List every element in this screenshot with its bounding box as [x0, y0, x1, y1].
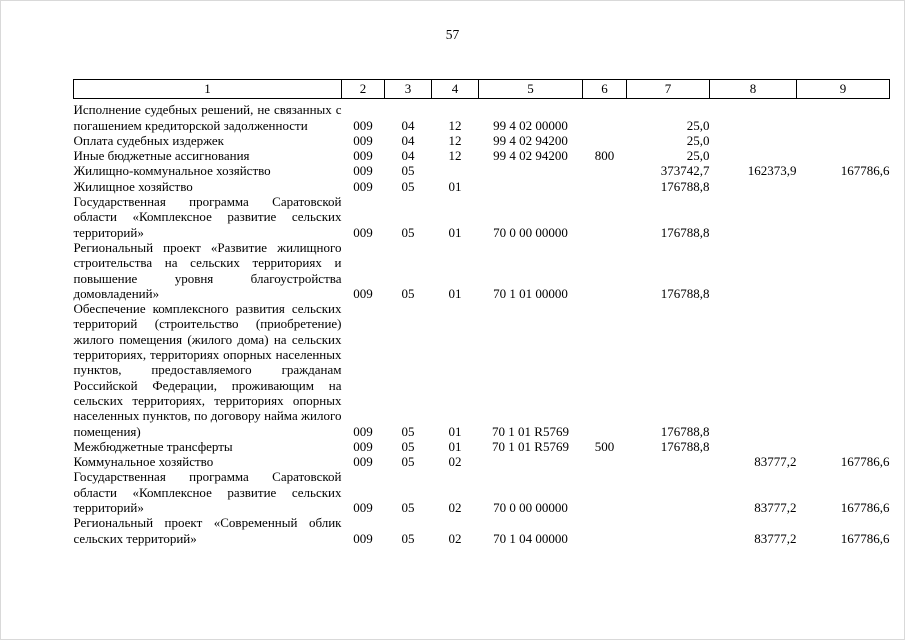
cell-value: 009: [353, 285, 373, 301]
table-row: [74, 515, 890, 546]
cell-value: 12: [448, 117, 462, 133]
table-row: [74, 99, 890, 133]
cell-value: 05: [401, 438, 415, 454]
cell-expenditure-name: Жилищно-коммунальное хозяйство: [73, 163, 271, 179]
header-cell: 9: [797, 80, 890, 99]
cell-value: 04: [401, 117, 415, 133]
cell-value: 83777,2: [754, 530, 797, 546]
cell-value: 009: [353, 132, 373, 148]
cell-value: [583, 133, 627, 148]
cell-expenditure-name: Государственная программа Саратовской области «Комплексное развитие сельских территорий»: [73, 194, 342, 240]
cell-value: 167786,6: [840, 500, 890, 516]
budget-table: [73, 79, 890, 546]
cell-value: [432, 163, 479, 178]
cell-value: [583, 194, 627, 240]
cell-value: 70 0 00 00000: [493, 224, 568, 240]
table-body: [74, 99, 890, 546]
table-row: [74, 133, 890, 148]
table-row: [74, 439, 890, 454]
cell-value: [479, 163, 583, 178]
cell-expenditure-name: Жилищное хозяйство: [73, 178, 193, 194]
cell-value: 500: [594, 438, 615, 454]
cell-expenditure-name: Государственная программа Саратовской области «Комплексное развитие сельских территорий»: [73, 469, 342, 516]
cell-value: 009: [353, 423, 373, 439]
cell-value: [797, 148, 890, 163]
cell-value: 167786,6: [840, 163, 890, 179]
header-cell: 8: [710, 80, 797, 99]
cell-expenditure-name: Региональный проект «Современный облик сельских территорий»: [73, 515, 342, 546]
cell-value: [797, 179, 890, 194]
cell-expenditure-name: Иные бюджетные ассигнования: [73, 148, 250, 164]
cell-value: [710, 179, 797, 194]
header-cell: 4: [432, 80, 479, 99]
cell-expenditure-name: Коммунальное хозяйство: [73, 454, 214, 470]
cell-expenditure-name: Региональный проект «Развитие жилищного строительства на сельских территориях и повышение уровня благоустройства домовладений»: [73, 239, 342, 301]
cell-value: [479, 179, 583, 194]
cell-value: 05: [401, 500, 415, 516]
cell-value: 05: [401, 454, 415, 470]
cell-value: 99 4 02 00000: [493, 117, 568, 133]
table-row: [74, 240, 890, 301]
cell-value: 70 1 01 R5769: [492, 423, 569, 439]
cell-value: 99 4 02 94200: [493, 132, 568, 148]
cell-value: 05: [401, 423, 415, 439]
cell-value: 009: [353, 224, 373, 240]
cell-value: [583, 240, 627, 301]
page-number: 57: [445, 27, 460, 42]
cell-value: 009: [353, 148, 373, 164]
cell-value: 162373,9: [747, 163, 797, 179]
cell-value: [797, 301, 890, 439]
cell-value: 373742,7: [660, 163, 710, 179]
table-header-row: [74, 80, 890, 99]
cell-value: 83777,2: [754, 454, 797, 470]
cell-value: [583, 301, 627, 439]
cell-value: 70 1 01 R5769: [492, 438, 569, 454]
table-row: [74, 194, 890, 240]
header-cell: 3: [385, 80, 432, 99]
cell-value: 04: [401, 132, 415, 148]
cell-value: 009: [353, 454, 373, 470]
cell-value: [583, 179, 627, 194]
table-row: [74, 163, 890, 178]
cell-value: [710, 194, 797, 240]
cell-value: [710, 439, 797, 454]
cell-value: 800: [594, 148, 615, 164]
cell-value: [797, 133, 890, 148]
cell-expenditure-name: Обеспечение комплексного развития сельских территорий (строительство (приобретение) жилого помещения (жилого дома) на сельских территориях, территориях опорных населенных пунктов, предоставляемого гражданам Российской Федерации, проживающим на сельских территориях, территориях опорных населенных пунктов, по договору найма жилого помещения): [73, 301, 342, 439]
cell-value: 176788,8: [660, 178, 710, 194]
cell-value: 01: [448, 178, 462, 194]
cell-value: [627, 454, 710, 469]
header-cell: 1: [74, 80, 342, 99]
cell-value: 009: [353, 163, 373, 179]
cell-value: [583, 99, 627, 133]
cell-expenditure-name: Исполнение судебных решений, не связанных с погашением кредиторской задолженности: [73, 102, 342, 133]
cell-value: 12: [448, 148, 462, 164]
cell-value: 99 4 02 94200: [493, 148, 568, 164]
cell-value: [583, 163, 627, 178]
cell-value: [797, 439, 890, 454]
header-cell: 6: [583, 80, 627, 99]
cell-value: 70 1 04 00000: [493, 530, 568, 546]
header-cell: 7: [627, 80, 710, 99]
table-row: [74, 301, 890, 439]
cell-value: 05: [401, 530, 415, 546]
cell-value: [583, 469, 627, 515]
cell-value: 70 1 01 00000: [493, 285, 568, 301]
cell-value: [479, 454, 583, 469]
cell-value: 009: [353, 500, 373, 516]
cell-value: [797, 240, 890, 301]
cell-expenditure-name: Межбюджетные трансферты: [73, 438, 233, 454]
cell-value: [627, 515, 710, 546]
cell-value: [710, 133, 797, 148]
cell-value: 02: [448, 500, 462, 516]
cell-value: 176788,8: [660, 423, 710, 439]
cell-value: 176788,8: [660, 438, 710, 454]
cell-value: 176788,8: [660, 285, 710, 301]
cell-value: 02: [448, 454, 462, 470]
table-row: [74, 179, 890, 194]
cell-value: [583, 515, 627, 546]
cell-value: [797, 99, 890, 133]
cell-expenditure-name: Оплата судебных издержек: [73, 132, 224, 148]
cell-value: 83777,2: [754, 500, 797, 516]
cell-value: 25,0: [686, 132, 710, 148]
cell-value: [797, 194, 890, 240]
cell-value: 167786,6: [840, 530, 890, 546]
cell-value: [710, 301, 797, 439]
header-cell: 2: [342, 80, 385, 99]
cell-value: 167786,6: [840, 454, 890, 470]
cell-value: 05: [401, 163, 415, 179]
cell-value: 009: [353, 117, 373, 133]
header-cell: 5: [479, 80, 583, 99]
cell-value: [710, 148, 797, 163]
cell-value: 01: [448, 224, 462, 240]
cell-value: 01: [448, 285, 462, 301]
cell-value: [583, 454, 627, 469]
cell-value: [710, 240, 797, 301]
cell-value: 05: [401, 285, 415, 301]
cell-value: 01: [448, 423, 462, 439]
table-row: [74, 454, 890, 469]
cell-value: 70 0 00 00000: [493, 500, 568, 516]
cell-value: 25,0: [686, 148, 710, 164]
cell-value: 05: [401, 178, 415, 194]
cell-value: 05: [401, 224, 415, 240]
cell-value: 01: [448, 438, 462, 454]
cell-value: 009: [353, 530, 373, 546]
cell-value: [710, 99, 797, 133]
cell-value: 25,0: [686, 117, 710, 133]
cell-value: 176788,8: [660, 224, 710, 240]
cell-value: 12: [448, 132, 462, 148]
table-row: [74, 148, 890, 163]
cell-value: 009: [353, 178, 373, 194]
table-row: [74, 469, 890, 515]
cell-value: 04: [401, 148, 415, 164]
cell-value: [627, 469, 710, 515]
cell-value: 02: [448, 530, 462, 546]
cell-value: 009: [353, 438, 373, 454]
